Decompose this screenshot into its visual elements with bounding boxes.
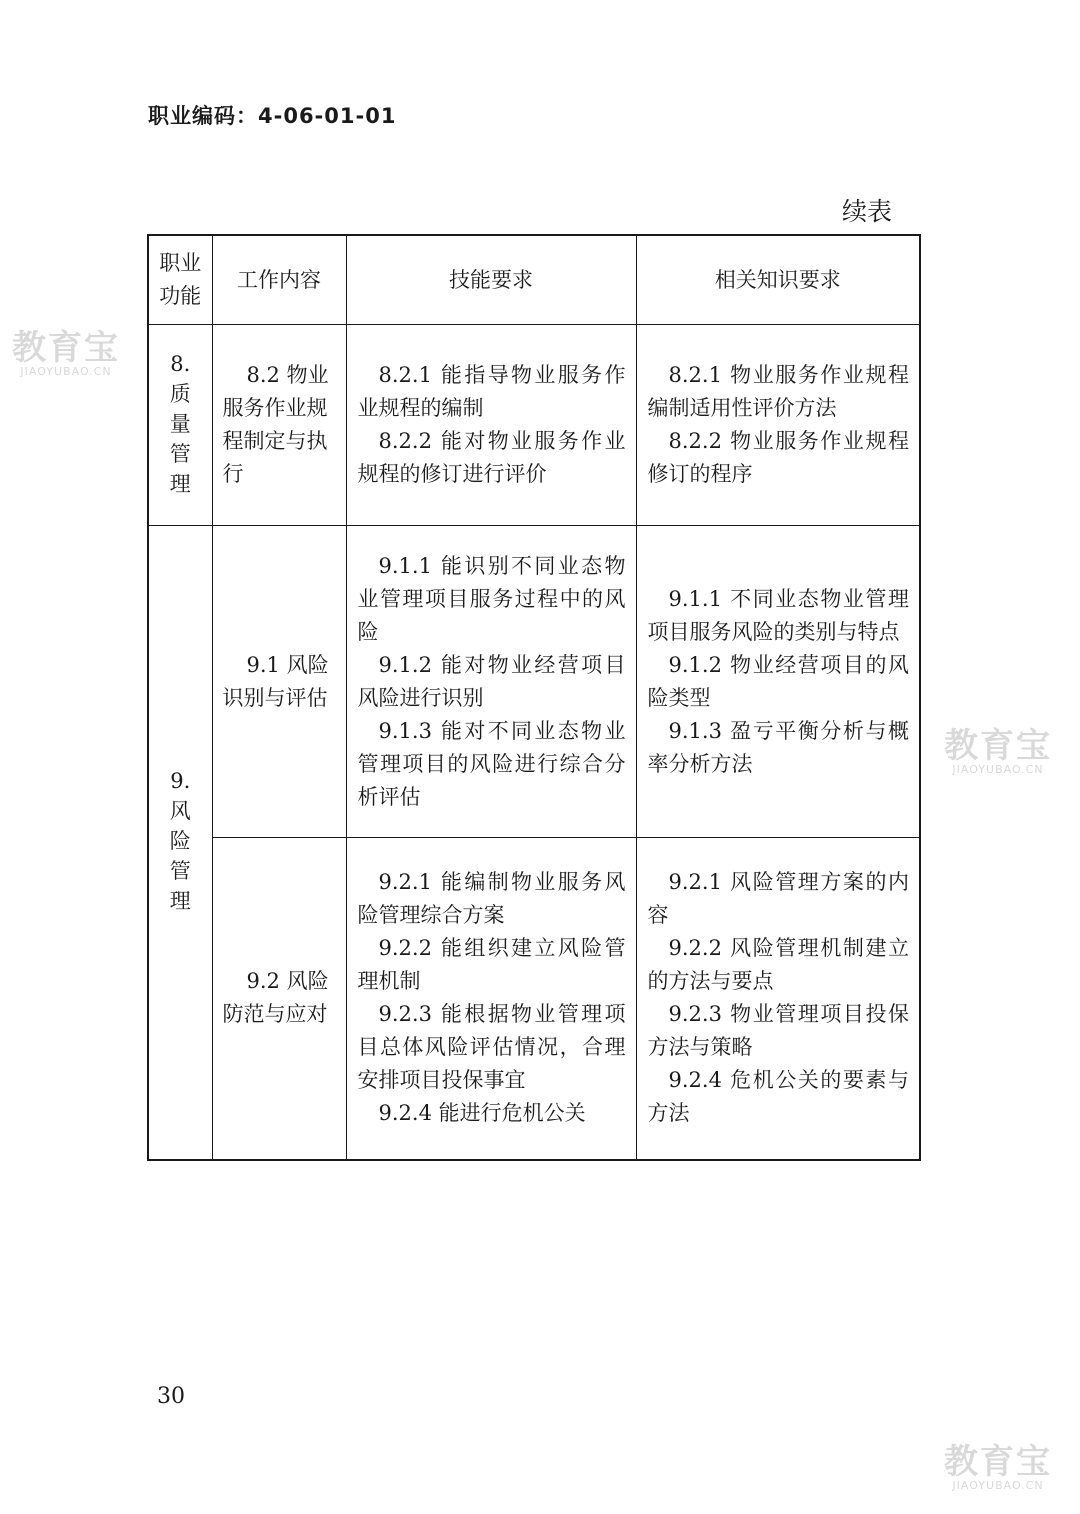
function-cell: 9.风险管理: [148, 526, 212, 1160]
knowledge-item: 9.2.3 物业管理项目投保方法与策略: [647, 1002, 909, 1060]
skill-item: 9.1.1 能识别不同业态物业管理项目服务过程中的风险: [357, 553, 626, 644]
table-header-row: [148, 235, 920, 325]
watermark-logo: 教育宝 JIAOYUBAO.CN: [944, 726, 1052, 776]
knowledge-item: 8.2.2 物业服务作业规程修订的程序: [647, 429, 909, 486]
work-content-text: 9.2 风险防范与应对: [222, 969, 329, 1027]
knowledge-item: 9.2.4 危机公关的要素与方法: [647, 1068, 909, 1126]
skill-item: 8.2.2 能对物业服务作业规程的修订进行评价: [357, 429, 626, 486]
header-work-content: 工作内容: [212, 235, 346, 325]
skills-cell: [346, 838, 636, 1160]
table-row: [148, 838, 920, 1160]
work-content-cell: [212, 838, 346, 1160]
knowledge-item: 8.2.1 物业服务作业规程编制适用性评价方法: [647, 363, 909, 420]
watermark-logo: 教育宝 JIAOYUBAO.CN: [944, 1442, 1052, 1492]
work-content-text: 8.2 物业服务作业规程制定与执行: [222, 363, 329, 486]
function-cell: 8.质量管理: [148, 325, 212, 526]
work-content-cell: [212, 526, 346, 838]
header-knowledge-requirements: 相关知识要求: [636, 235, 920, 325]
knowledge-cell: [636, 838, 920, 1160]
skill-item: 9.2.3 能根据物业管理项目总体风险评估情况，合理安排项目投保事宜: [357, 1002, 626, 1093]
skills-cell: [346, 325, 636, 526]
skill-item: 9.1.3 能对不同业态物业管理项目的风险进行综合分析评估: [357, 718, 626, 809]
work-content-cell: [212, 325, 346, 526]
watermark-logo: 教育宝 JIAOYUBAO.CN: [12, 328, 120, 378]
knowledge-item: 9.1.3 盈亏平衡分析与概率分析方法: [647, 718, 909, 776]
page-number: 30: [157, 1384, 185, 1409]
skills-cell: [346, 526, 636, 838]
header-skill-requirements: 技能要求: [346, 235, 636, 325]
skill-item: 9.2.2 能组织建立风险管理机制: [357, 936, 626, 994]
continuation-label: 续表: [841, 197, 892, 226]
table-row: [148, 325, 920, 526]
knowledge-item: 9.2.2 风险管理机制建立的方法与要点: [647, 936, 909, 994]
skill-item: 8.2.1 能指导物业服务作业规程的编制: [357, 363, 626, 420]
table-row: [148, 526, 920, 838]
knowledge-cell: [636, 526, 920, 838]
occupation-code: 职业编码：4-06-01-01: [148, 104, 397, 128]
knowledge-item: 9.1.2 物业经营项目的风险类型: [647, 652, 909, 710]
knowledge-item: 9.1.1 不同业态物业管理项目服务风险的类别与特点: [647, 586, 909, 644]
skills-standard-table: [147, 234, 921, 1161]
header-function: 职业功能: [148, 235, 212, 325]
knowledge-item: 9.2.1 风险管理方案的内容: [647, 870, 909, 928]
skill-item: 9.1.2 能对物业经营项目风险进行识别: [357, 652, 626, 710]
skill-item: 9.2.1 能编制物业服务风险管理综合方案: [357, 870, 626, 928]
work-content-text: 9.1 风险识别与评估: [222, 652, 329, 710]
knowledge-cell: [636, 325, 920, 526]
skill-item: 9.2.4 能进行危机公关: [378, 1101, 586, 1126]
